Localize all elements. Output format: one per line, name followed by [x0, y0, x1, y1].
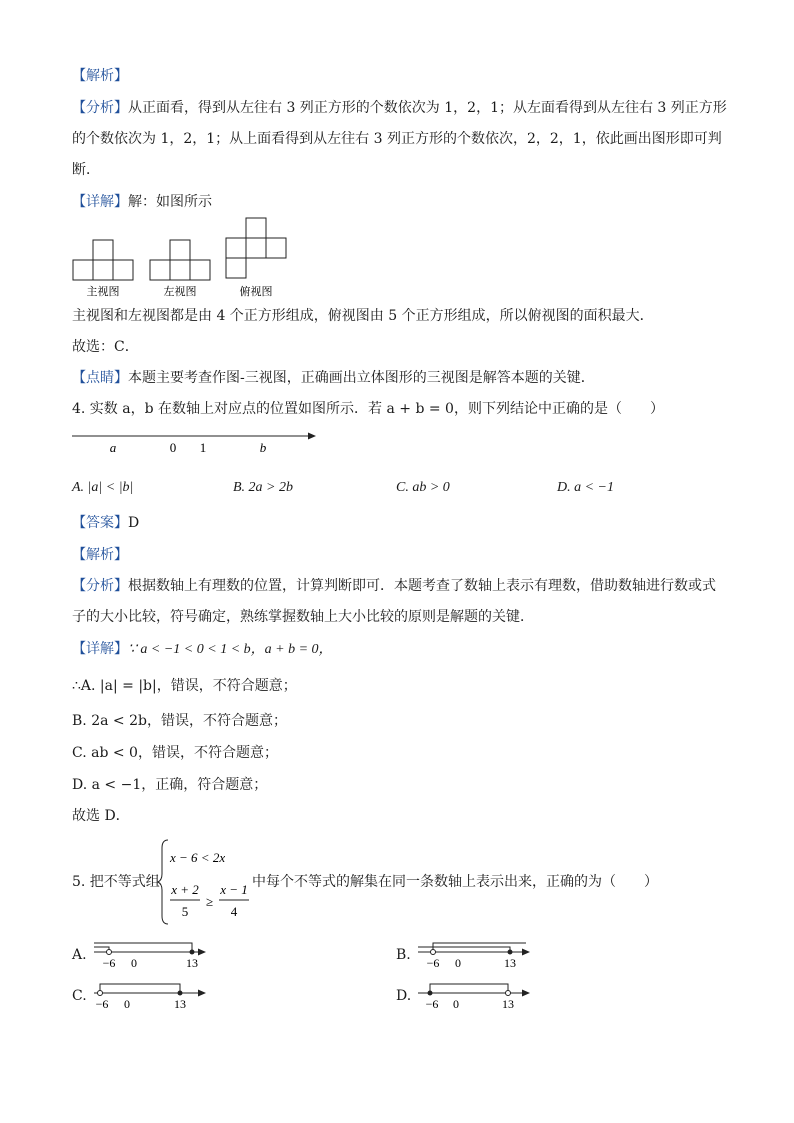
q5-option-c-letter: C. — [72, 988, 87, 1004]
q4-answer-line — [72, 513, 139, 533]
q4-answer-tag: 【答案】 — [72, 515, 128, 531]
q4-option-d: D. a < −1 — [557, 480, 615, 495]
q5-a-tick-neg6: −6 — [102, 956, 116, 970]
q5-b-tick-13: 13 — [504, 956, 516, 970]
q4-fenxi-tag: 【分析】 — [72, 578, 128, 594]
q5-d-tick-neg6: −6 — [425, 997, 439, 1011]
q5-frac1-num: x + 2 — [171, 882, 199, 897]
q5-frac2-den: 4 — [230, 904, 238, 919]
q5-prefix: 5. 把不等式组 — [72, 874, 160, 890]
q5-a-tick-0: 0 — [131, 956, 137, 970]
left-view-label: 左视图 — [163, 286, 197, 298]
q5-option-a-number-line — [92, 938, 212, 970]
q4-label-0: 0 — [169, 440, 177, 455]
xiangjie-text: 解：如图所示 — [128, 194, 212, 210]
q5-option-d-letter: D. — [396, 988, 412, 1004]
q4-option-a: A. |a| < |b| — [72, 480, 134, 495]
q4-step-c: C. ab < 0，错误，不符合题意； — [72, 745, 278, 761]
fenxi-line-2: 的个数依次为 1，2，1；从上面看得到从左往右 3 列正方形的个数依次，2，2，1，依此画出图形即可判 — [72, 131, 722, 147]
xiangjie-line — [72, 192, 212, 212]
q4-option-b: B. 2a > 2b — [233, 480, 293, 495]
fenxi-line-3: 断． — [72, 162, 100, 178]
xiangjie-tag: 【详解】 — [72, 194, 128, 210]
q5-b-tick-neg6: −6 — [426, 956, 440, 970]
top-view-label: 俯视图 — [239, 286, 273, 298]
q5-option-a-letter: A. — [72, 947, 87, 963]
conclusion-line: 主视图和左视图都是由 4 个正方形组成，俯视图由 5 个正方形组成，所以俯视图的面积最大． — [72, 308, 654, 324]
q5-geq: ≥ — [206, 894, 214, 909]
left-view — [150, 240, 210, 280]
q4-step-a: ∴A. |a| = |b|，错误，不符合题意； — [72, 678, 297, 694]
q5-c-tick-13: 13 — [174, 997, 186, 1011]
q4-label-1: 1 — [199, 440, 207, 455]
q4-final-answer: 故选 D． — [72, 808, 130, 824]
q5-c-tick-neg6: −6 — [95, 997, 109, 1011]
front-view-label: 主视图 — [86, 286, 120, 298]
q4-option-c: C. ab > 0 — [396, 480, 450, 495]
q5-d-tick-13: 13 — [502, 997, 514, 1011]
q5-b-tick-0: 0 — [455, 956, 461, 970]
q4-fenxi-line-2: 子的大小比较，符号确定，熟练掌握数轴上大小比较的原则是解题的关键． — [72, 609, 534, 625]
q4-jiexi-heading: 【解析】 — [72, 547, 128, 563]
top-view — [226, 218, 286, 278]
q4-xiangjie-tag: 【详解】 — [72, 641, 128, 657]
q4-fenxi-line-1 — [72, 576, 716, 596]
dianjing-tag: 【点睛】 — [72, 370, 128, 386]
q5-option-b-letter: B. — [396, 947, 411, 963]
q5-frac2-num: x − 1 — [220, 882, 248, 897]
q4-xiangjie-text: ∵ a < −1 < 0 < 1 < b，a + b = 0， — [128, 642, 333, 657]
q4-label-a: a — [109, 440, 117, 455]
three-views-figure — [70, 218, 300, 300]
q4-fenxi-text-1: 根据数轴上有理数的位置，计算判断即可．本题考查了数轴上表示有理数，借助数轴进行数或式 — [128, 578, 716, 594]
fenxi-line-1 — [72, 98, 727, 118]
q4-answer-value: D — [128, 515, 140, 531]
q5-option-b-number-line — [416, 938, 536, 970]
jiexi-heading: 【解析】 — [72, 68, 128, 84]
front-view — [73, 240, 133, 280]
q4-number-line — [70, 425, 320, 455]
q5-option-d-number-line — [416, 979, 536, 1011]
q4-label-b: b — [259, 440, 267, 455]
fenxi-text-1: 从正面看，得到从左往右 3 列正方形的个数依次为 1，2，1；从左面看得到从左往右 3 列正方形 — [128, 100, 727, 116]
q5-a-tick-13: 13 — [186, 956, 198, 970]
q4-xiangjie-line — [72, 639, 333, 660]
q5-c-tick-0: 0 — [124, 997, 130, 1011]
q4-step-b: B. 2a < 2b，错误，不符合题意； — [72, 713, 287, 729]
q5-option-c-number-line — [92, 979, 212, 1011]
fenxi-tag: 【分析】 — [72, 100, 128, 116]
q5-frac1-den: 5 — [181, 904, 189, 919]
q5-d-tick-0: 0 — [453, 997, 459, 1011]
dianjing-text: 本题主要考查作图-三视图，正确画出立体图形的三视图是解答本题的关键． — [128, 370, 595, 386]
q5-inequality-system — [158, 838, 258, 926]
q5-ineq-1: x − 6 < 2x — [170, 850, 226, 865]
q4-stem: 4. 实数 a，b 在数轴上对应点的位置如图所示．若 a + b = 0，则下列结论中正确的是（ ） — [72, 401, 664, 417]
q4-step-d: D. a < −1，正确，符合题意； — [72, 777, 268, 793]
answer-line-q3: 故选：C． — [72, 339, 139, 355]
q5-suffix: 中每个不等式的解集在同一条数轴上表示出来，正确的为（ ） — [252, 874, 658, 890]
dianjing-line — [72, 368, 595, 388]
